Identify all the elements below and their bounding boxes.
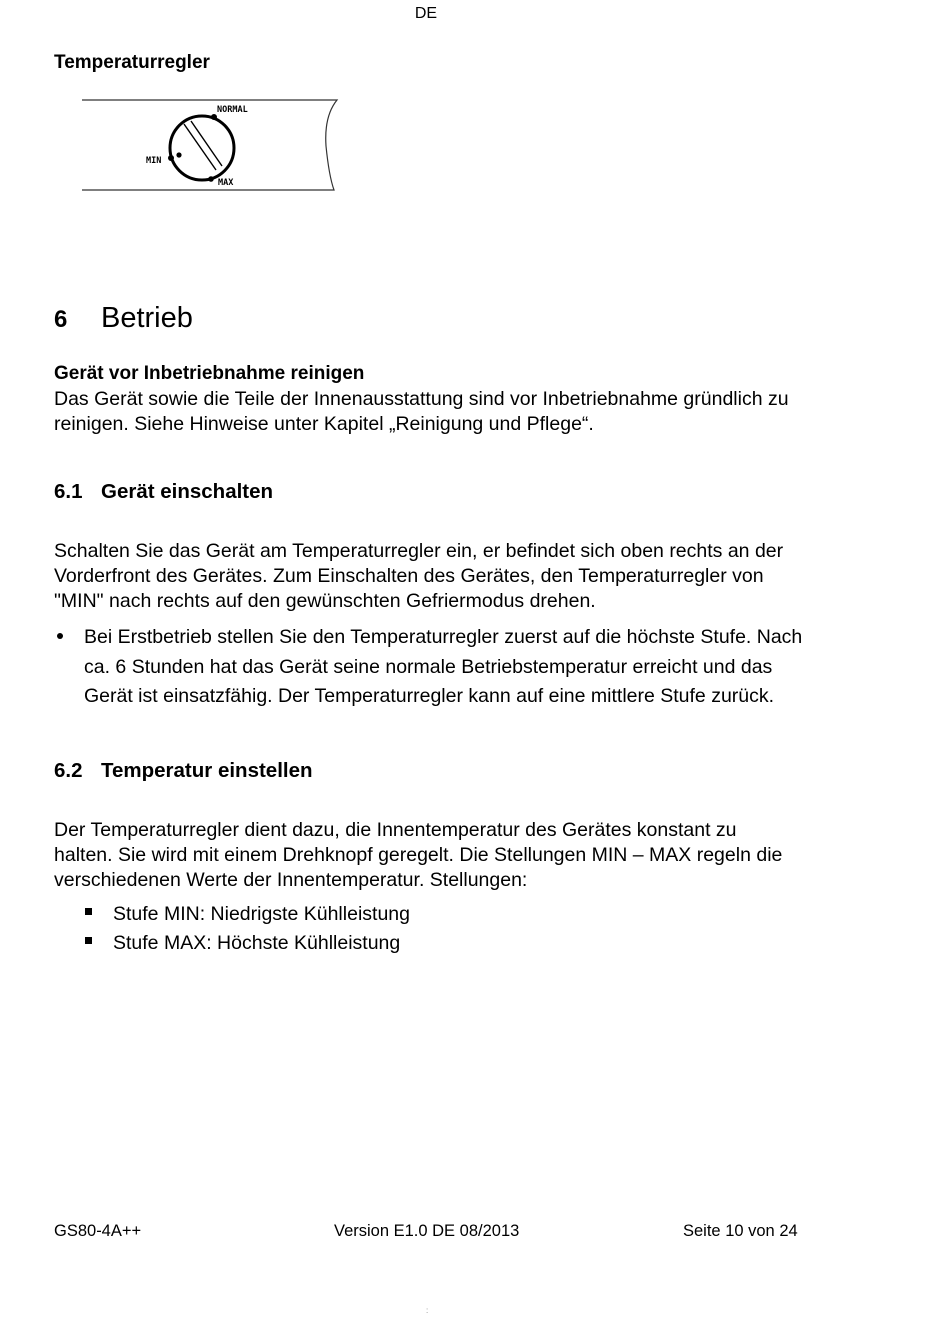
list-item: Stufe MAX: Höchste Kühlleistung: [54, 929, 410, 958]
bottom-mark: :: [426, 1306, 429, 1315]
footer-version: Version E1.0 DE 08/2013: [334, 1222, 520, 1240]
chapter-heading: [54, 302, 193, 335]
section-title: Gerät einschalten: [101, 480, 274, 503]
normal-label: NORMAL: [217, 105, 248, 115]
text-line: Das Gerät sowie die Teile der Innenausstattung sind vor Inbetriebnahme gründlich zu: [54, 388, 789, 410]
section-6-2-heading: [54, 759, 313, 783]
cleaning-paragraph: [54, 387, 789, 437]
figure-title: Temperaturregler: [54, 52, 210, 73]
section-6-2-paragraph: [54, 818, 782, 893]
thermostat-dial-figure: [80, 96, 342, 196]
text-line: Der Temperaturregler dient dazu, die Innentemperatur des Gerätes konstant zu: [54, 819, 737, 841]
chapter-number: 6: [54, 306, 68, 333]
min-marker-inner: [176, 152, 181, 157]
text-line: reinigen. Siehe Hinweise unter Kapitel „Reinigung und Pflege“.: [54, 413, 594, 435]
section-title: Temperatur einstellen: [101, 759, 313, 782]
chapter-title: Betrieb: [101, 302, 193, 334]
text-line: Schalten Sie das Gerät am Temperaturregler ein, er befindet sich oben rechts an der: [54, 540, 784, 562]
language-code: DE: [414, 5, 438, 22]
panel-outline: [82, 100, 337, 190]
footer-page-number: Seite 10 von 24: [683, 1222, 798, 1240]
min-label: MIN: [146, 156, 162, 166]
section-number: 6.2: [54, 759, 83, 782]
section-6-1-paragraph: [54, 539, 783, 614]
text-line: halten. Sie wird mit einem Drehknopf geregelt. Die Stellungen MIN – MAX regeln die: [54, 844, 783, 866]
section-6-2-list: [54, 900, 410, 958]
list-item: Stufe MIN: Niedrigste Kühlleistung: [54, 900, 410, 929]
text-line: Bei Erstbetrieb stellen Sie den Temperaturregler zuerst auf die höchste Stufe. Nach: [84, 626, 803, 648]
text-line: Gerät ist einsatzfähig. Der Temperaturregler kann auf eine mittlere Stufe zurück.: [84, 685, 775, 707]
min-marker: [168, 155, 174, 161]
text-line: ca. 6 Stunden hat das Gerät seine normale Betriebstemperatur erreicht und das: [84, 655, 773, 678]
max-marker: [208, 176, 214, 182]
text-line: Vorderfront des Gerätes. Zum Einschalten des Gerätes, den Temperaturregler von: [54, 565, 764, 587]
list-item: [54, 623, 802, 712]
cleaning-heading: Gerät vor Inbetriebnahme reinigen: [54, 363, 365, 384]
footer-model: GS80-4A++: [54, 1222, 142, 1240]
section-6-1-heading: [54, 480, 273, 504]
text-line: verschiedenen Werte der Innentemperatur. Stellungen:: [54, 869, 528, 891]
dial-ring: [170, 116, 234, 180]
section-number: 6.1: [54, 480, 83, 503]
max-label: MAX: [218, 178, 234, 188]
text-line: "MIN" nach rechts auf den gewünschten Gefriermodus drehen.: [54, 590, 596, 612]
section-6-1-bullets: [54, 623, 802, 712]
